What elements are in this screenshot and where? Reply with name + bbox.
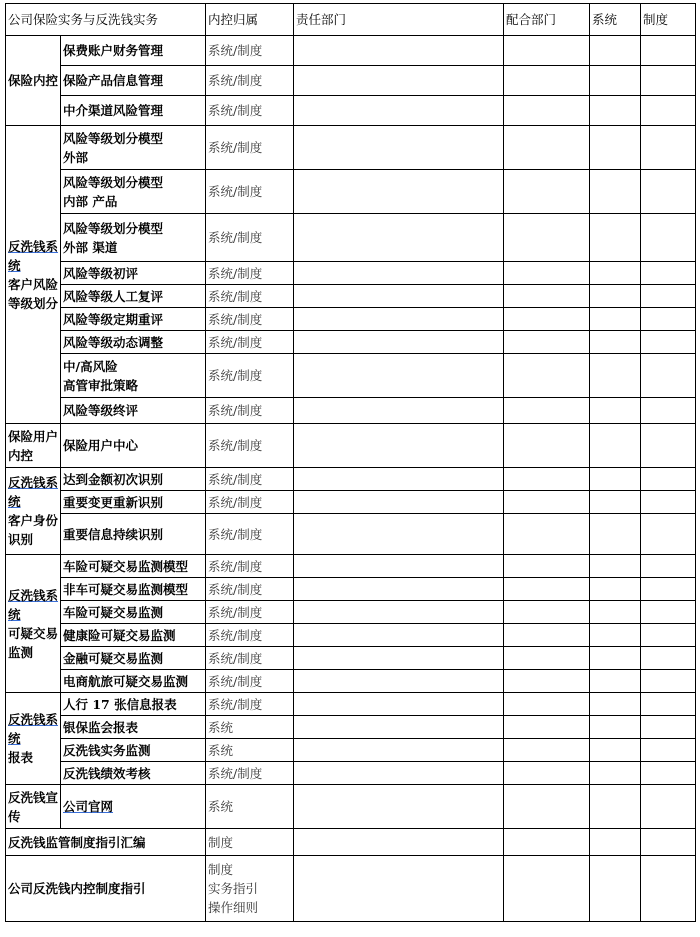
item-name: 反洗钱实务监测 (61, 739, 206, 762)
item-name (61, 354, 206, 398)
responsible-cell[interactable] (294, 262, 504, 285)
item-control: 系统 (206, 739, 294, 762)
cooperate-cell[interactable] (504, 66, 590, 96)
category-line: 统 (8, 494, 21, 509)
responsible-cell[interactable] (294, 739, 504, 762)
cooperate-cell[interactable] (504, 491, 590, 514)
category-line: 反洗钱系 (8, 712, 59, 727)
category-insurance-control: 保险内控 (6, 36, 61, 126)
item-control: 系统/制度 (206, 66, 294, 96)
item-control: 系统/制度 (206, 555, 294, 578)
responsible-cell[interactable] (294, 468, 504, 491)
item-name (61, 170, 206, 214)
category-line: 反洗钱系 (8, 238, 59, 254)
item-control: 系统/制度 (206, 578, 294, 601)
item-name (61, 126, 206, 170)
item-control: 系统/制度 (206, 331, 294, 354)
responsible-cell[interactable] (294, 670, 504, 693)
category-user-control (6, 424, 61, 468)
cooperate-cell[interactable] (504, 578, 590, 601)
item-control: 系统/制度 (206, 468, 294, 491)
policy-cell[interactable] (641, 285, 696, 308)
system-cell[interactable] (590, 829, 641, 856)
responsible-cell[interactable] (294, 331, 504, 354)
policy-cell[interactable] (641, 96, 696, 126)
control-line: 操作细则 (208, 900, 259, 915)
header-system: 系统 (590, 4, 641, 36)
responsible-cell[interactable] (294, 624, 504, 647)
system-cell[interactable] (590, 693, 641, 716)
item-name: 重要变更重新识别 (61, 491, 206, 514)
category-line: 识别 (8, 532, 34, 547)
table-row (6, 829, 696, 856)
responsible-cell[interactable] (294, 514, 504, 555)
category-line: 监测 (8, 644, 34, 660)
category-customer-id (6, 468, 61, 555)
table-row (6, 36, 696, 66)
cooperate-cell[interactable] (504, 856, 590, 922)
cooperate-cell[interactable] (504, 214, 590, 262)
item-name: 风险等级人工复评 (61, 285, 206, 308)
category-line: 客户风险 (8, 276, 59, 292)
table-row (6, 514, 696, 555)
category-line: 统 (8, 606, 21, 622)
cooperate-cell[interactable] (504, 762, 590, 785)
policy-cell[interactable] (641, 214, 696, 262)
system-cell[interactable] (590, 762, 641, 785)
item-name: 保险用户中心 (61, 424, 206, 468)
item-name: 风险等级定期重评 (61, 308, 206, 331)
policy-cell[interactable] (641, 170, 696, 214)
item-control: 系统/制度 (206, 670, 294, 693)
table-row (6, 716, 696, 739)
category-suspicious (6, 555, 61, 693)
company-website-link[interactable]: 公司官网 (63, 799, 114, 814)
category-line: 内控 (8, 447, 34, 463)
table-row (6, 624, 696, 647)
item-name: 反洗钱绩效考核 (61, 762, 206, 785)
responsible-cell[interactable] (294, 491, 504, 514)
responsible-cell[interactable] (294, 96, 504, 126)
policy-cell[interactable] (641, 398, 696, 424)
item-name: 达到金额初次识别 (61, 468, 206, 491)
system-cell[interactable] (590, 66, 641, 96)
policy-cell[interactable] (641, 354, 696, 398)
table-row (6, 468, 696, 491)
item-name: 重要信息持续识别 (61, 514, 206, 555)
system-cell[interactable] (590, 601, 641, 624)
item-name-line: 内部 产品 (63, 193, 118, 209)
cooperate-cell[interactable] (504, 514, 590, 555)
policy-cell[interactable] (641, 716, 696, 739)
policy-cell[interactable] (641, 762, 696, 785)
table-row (6, 331, 696, 354)
control-line: 制度 (208, 862, 234, 877)
cooperate-cell[interactable] (504, 829, 590, 856)
category-line: 可疑交易 (8, 625, 59, 641)
item-control: 系统/制度 (206, 285, 294, 308)
cooperate-cell[interactable] (504, 398, 590, 424)
policy-cell[interactable] (641, 126, 696, 170)
item-name-line: 外部 (63, 149, 89, 165)
item-name: 健康险可疑交易监测 (61, 624, 206, 647)
system-cell[interactable] (590, 424, 641, 468)
item-name (61, 785, 206, 829)
item-control: 系统/制度 (206, 514, 294, 555)
table-row (6, 856, 696, 922)
item-name-line: 中/高风险 (63, 358, 118, 374)
item-control: 系统/制度 (206, 762, 294, 785)
item-name: 非车可疑交易监测模型 (61, 578, 206, 601)
item-control: 系统/制度 (206, 36, 294, 66)
cooperate-cell[interactable] (504, 716, 590, 739)
policy-cell[interactable] (641, 578, 696, 601)
table-row (6, 285, 696, 308)
category-line: 保险用户 (8, 428, 59, 444)
policy-cell[interactable] (641, 36, 696, 66)
category-line: 统 (8, 257, 21, 273)
item-name: 电商航旅可疑交易监测 (61, 670, 206, 693)
table-row (6, 491, 696, 514)
system-cell[interactable] (590, 785, 641, 829)
table-row (6, 398, 696, 424)
item-control: 制度 (206, 829, 294, 856)
item-name-line: 高管审批策略 (63, 377, 139, 393)
item-name: 保费账户财务管理 (61, 36, 206, 66)
item-control: 系统/制度 (206, 170, 294, 214)
table-row (6, 762, 696, 785)
category-line: 反洗钱系 (8, 475, 59, 490)
table-row (6, 170, 696, 214)
cooperate-cell[interactable] (504, 670, 590, 693)
system-cell[interactable] (590, 331, 641, 354)
item-control: 系统/制度 (206, 693, 294, 716)
responsible-cell[interactable] (294, 785, 504, 829)
system-cell[interactable] (590, 578, 641, 601)
responsible-cell[interactable] (294, 578, 504, 601)
policy-cell[interactable] (641, 468, 696, 491)
item-control: 系统/制度 (206, 308, 294, 331)
responsible-cell[interactable] (294, 716, 504, 739)
category-line: 反洗钱系 (8, 587, 59, 603)
policy-cell[interactable] (641, 647, 696, 670)
item-control: 系统/制度 (206, 126, 294, 170)
responsible-cell[interactable] (294, 555, 504, 578)
responsible-cell[interactable] (294, 170, 504, 214)
category-reports (6, 693, 61, 785)
system-cell[interactable] (590, 308, 641, 331)
table-row (6, 354, 696, 398)
table-row (6, 66, 696, 96)
category-risk-rating (6, 126, 61, 424)
policy-cell[interactable] (641, 331, 696, 354)
cooperate-cell[interactable] (504, 262, 590, 285)
item-name: 反洗钱监管制度指引汇编 (6, 829, 206, 856)
item-name-line: 风险等级划分模型 (63, 130, 164, 146)
category-line: 客户身份 (8, 513, 59, 528)
item-name: 保险产品信息管理 (61, 66, 206, 96)
policy-cell[interactable] (641, 693, 696, 716)
responsible-cell[interactable] (294, 647, 504, 670)
item-name-line: 风险等级划分模型 (63, 220, 164, 236)
table-row (6, 693, 696, 716)
header-row (6, 4, 696, 36)
cooperate-cell[interactable] (504, 354, 590, 398)
item-control (206, 856, 294, 922)
cooperate-cell[interactable] (504, 601, 590, 624)
table-row (6, 262, 696, 285)
policy-cell[interactable] (641, 262, 696, 285)
item-name: 中介渠道风险管理 (61, 96, 206, 126)
system-cell[interactable] (590, 856, 641, 922)
header-company: 公司保险实务与反洗钱实务 (6, 4, 206, 36)
item-control: 系统/制度 (206, 214, 294, 262)
item-name: 车险可疑交易监测模型 (61, 555, 206, 578)
table-row (6, 96, 696, 126)
item-control: 系统/制度 (206, 354, 294, 398)
responsible-cell[interactable] (294, 285, 504, 308)
policy-cell[interactable] (641, 424, 696, 468)
system-cell[interactable] (590, 170, 641, 214)
policy-cell[interactable] (641, 491, 696, 514)
item-control: 系统/制度 (206, 398, 294, 424)
cooperate-cell[interactable] (504, 785, 590, 829)
policy-cell[interactable] (641, 785, 696, 829)
responsible-cell[interactable] (294, 354, 504, 398)
cooperate-cell[interactable] (504, 624, 590, 647)
header-control: 内控归属 (206, 4, 294, 36)
cooperate-cell[interactable] (504, 170, 590, 214)
item-control: 系统 (206, 716, 294, 739)
policy-cell[interactable] (641, 624, 696, 647)
policy-cell[interactable] (641, 555, 696, 578)
cooperate-cell[interactable] (504, 647, 590, 670)
responsible-cell[interactable] (294, 308, 504, 331)
category-line: 等级划分 (8, 295, 59, 311)
cooperate-cell[interactable] (504, 739, 590, 762)
table-row (6, 739, 696, 762)
table-row (6, 578, 696, 601)
item-name-line: 外部 渠道 (63, 239, 118, 255)
item-name: 人行 17 张信息报表 (61, 693, 206, 716)
system-cell[interactable] (590, 670, 641, 693)
responsible-cell[interactable] (294, 829, 504, 856)
item-name: 车险可疑交易监测 (61, 601, 206, 624)
cooperate-cell[interactable] (504, 693, 590, 716)
cooperate-cell[interactable] (504, 424, 590, 468)
cooperate-cell[interactable] (504, 126, 590, 170)
table-row (6, 214, 696, 262)
policy-cell[interactable] (641, 739, 696, 762)
system-cell[interactable] (590, 36, 641, 66)
system-cell[interactable] (590, 647, 641, 670)
table-row (6, 785, 696, 829)
responsible-cell[interactable] (294, 398, 504, 424)
system-cell[interactable] (590, 739, 641, 762)
item-control: 系统/制度 (206, 491, 294, 514)
responsible-cell[interactable] (294, 214, 504, 262)
table-row (6, 601, 696, 624)
item-name-line: 风险等级划分模型 (63, 174, 164, 190)
item-name: 银保监会报表 (61, 716, 206, 739)
cooperate-cell[interactable] (504, 555, 590, 578)
system-cell[interactable] (590, 514, 641, 555)
header-policy: 制度 (641, 4, 696, 36)
policy-cell[interactable] (641, 601, 696, 624)
system-cell[interactable] (590, 214, 641, 262)
header-cooperate: 配合部门 (504, 4, 590, 36)
table-row (6, 647, 696, 670)
responsible-cell[interactable] (294, 36, 504, 66)
system-cell[interactable] (590, 285, 641, 308)
system-cell[interactable] (590, 398, 641, 424)
header-responsible: 责任部门 (294, 4, 504, 36)
item-name: 风险等级终评 (61, 398, 206, 424)
policy-cell[interactable] (641, 66, 696, 96)
policy-cell[interactable] (641, 514, 696, 555)
item-control: 系统/制度 (206, 647, 294, 670)
responsible-cell[interactable] (294, 762, 504, 785)
item-name: 风险等级动态调整 (61, 331, 206, 354)
system-cell[interactable] (590, 555, 641, 578)
policy-cell[interactable] (641, 308, 696, 331)
item-control: 系统/制度 (206, 624, 294, 647)
table-row (6, 126, 696, 170)
responsible-cell[interactable] (294, 856, 504, 922)
item-control: 系统/制度 (206, 601, 294, 624)
category-line: 统 (8, 731, 21, 746)
cooperate-cell[interactable] (504, 96, 590, 126)
system-cell[interactable] (590, 354, 641, 398)
system-cell[interactable] (590, 96, 641, 126)
item-control: 系统 (206, 785, 294, 829)
responsible-cell[interactable] (294, 424, 504, 468)
policy-cell[interactable] (641, 856, 696, 922)
table-row (6, 670, 696, 693)
policy-cell[interactable] (641, 670, 696, 693)
item-control: 系统/制度 (206, 96, 294, 126)
control-line: 实务指引 (208, 881, 259, 896)
cooperate-cell[interactable] (504, 285, 590, 308)
responsible-cell[interactable] (294, 66, 504, 96)
cooperate-cell[interactable] (504, 36, 590, 66)
category-promotion (6, 785, 61, 829)
system-cell[interactable] (590, 624, 641, 647)
item-name: 风险等级初评 (61, 262, 206, 285)
policy-cell[interactable] (641, 829, 696, 856)
table-row (6, 555, 696, 578)
responsible-cell[interactable] (294, 693, 504, 716)
system-cell[interactable] (590, 126, 641, 170)
responsible-cell[interactable] (294, 126, 504, 170)
system-cell[interactable] (590, 262, 641, 285)
cooperate-cell[interactable] (504, 468, 590, 491)
system-cell[interactable] (590, 468, 641, 491)
system-cell[interactable] (590, 491, 641, 514)
system-cell[interactable] (590, 716, 641, 739)
cooperate-cell[interactable] (504, 308, 590, 331)
responsible-cell[interactable] (294, 601, 504, 624)
item-control: 系统/制度 (206, 262, 294, 285)
table-row (6, 308, 696, 331)
item-control: 系统/制度 (206, 424, 294, 468)
table-row (6, 424, 696, 468)
category-line: 传 (8, 808, 21, 824)
category-line: 报表 (8, 750, 34, 765)
category-line: 反洗钱宣 (8, 789, 59, 805)
item-name: 公司反洗钱内控制度指引 (6, 856, 206, 922)
cooperate-cell[interactable] (504, 331, 590, 354)
item-name: 金融可疑交易监测 (61, 647, 206, 670)
aml-control-table (5, 3, 696, 922)
item-name (61, 214, 206, 262)
